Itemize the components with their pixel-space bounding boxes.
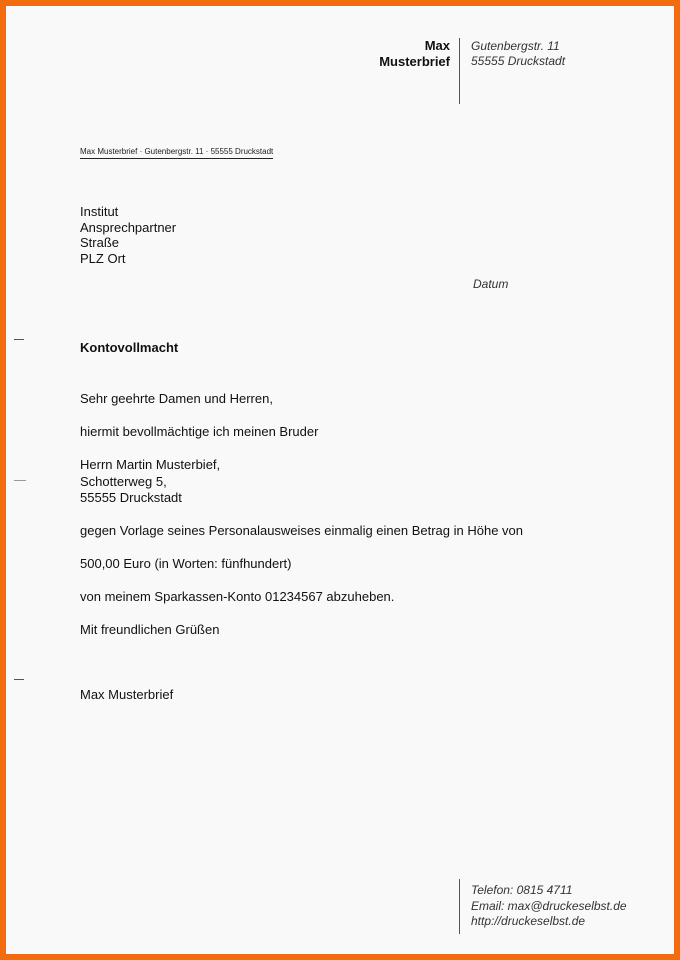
proxy-address-line: Schotterweg 5, [80, 473, 167, 489]
date-field: Datum [473, 277, 509, 291]
sender-address [471, 39, 565, 69]
footer-divider [459, 879, 460, 934]
salutation: Sehr geehrte Damen und Herren, [80, 391, 273, 406]
subject-line: Kontovollmacht [80, 340, 179, 355]
sender-city: 55555 Druckstadt [471, 54, 566, 68]
footer-web: http://druckeselbst.de [471, 914, 586, 928]
recipient-line: Ansprechpartner [80, 219, 177, 235]
fold-mark-top [14, 339, 24, 340]
proxy-address-line: Herrn Martin Musterbief, [80, 457, 221, 472]
return-address-line: Max Musterbrief · Gutenbergstr. 11 · 55555 Druckstadt [80, 147, 273, 159]
recipient-line: Straße [80, 235, 120, 250]
proxy-address-line: 55555 Druckstadt [80, 490, 182, 505]
sender-last-name: Musterbrief [379, 54, 450, 69]
action-paragraph: von meinem Sparkassen-Konto 01234567 abzuheben. [80, 589, 395, 604]
amount-paragraph: 500,00 Euro (in Worten: fünfhundert) [80, 556, 292, 571]
sender-first-name: Max [424, 38, 450, 53]
recipient-line: PLZ Ort [80, 250, 126, 266]
proxy-address [80, 457, 220, 507]
letter-page [6, 6, 674, 954]
fold-mark-bottom [14, 679, 24, 680]
intro-paragraph: hiermit bevollmächtige ich meinen Bruder [80, 424, 319, 439]
recipient-block [80, 204, 176, 266]
header-divider [459, 38, 460, 104]
signature: Max Musterbrief [80, 687, 174, 702]
sender-street: Gutenbergstr. 11 [471, 39, 560, 53]
punch-mark [14, 480, 26, 481]
footer-email: Email: max@druckeselbst.de [471, 898, 627, 913]
condition-paragraph: gegen Vorlage seines Personalausweises einmalig einen Betrag in Höhe von [80, 523, 524, 538]
footer-contact [471, 883, 627, 930]
closing: Mit freundlichen Grüßen [80, 622, 220, 637]
footer-phone: Telefon: 0815 4711 [471, 883, 573, 897]
recipient-line: Institut [80, 204, 119, 219]
sender-name [379, 38, 450, 70]
